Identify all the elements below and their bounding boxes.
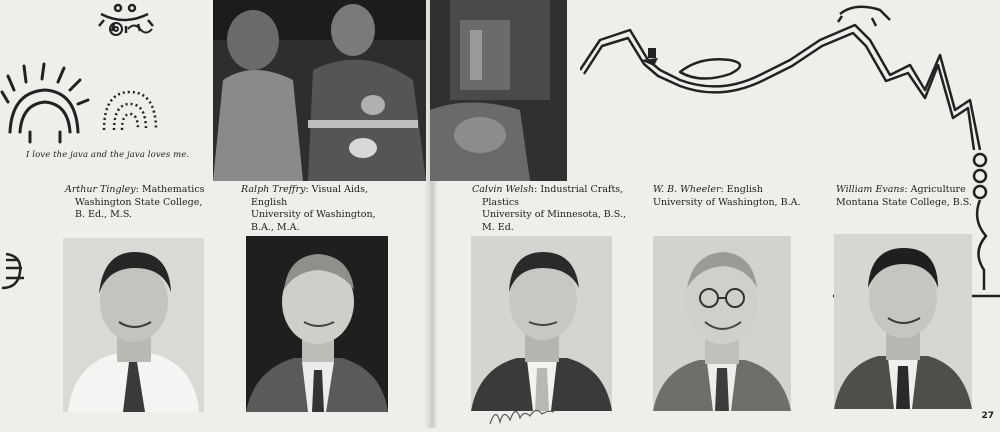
faculty-line: Plastics <box>482 196 520 208</box>
faculty-line: B.A., M.A. <box>251 221 300 233</box>
faculty-name: Ralph Treffry <box>241 184 306 195</box>
page-number: 27 <box>981 411 994 421</box>
faculty-name: William Evans <box>836 184 905 195</box>
portrait-tingley <box>63 238 204 412</box>
faculty-line: Montana State College, B.S. <box>836 196 972 208</box>
small-glyph-doodle-icon <box>0 248 28 300</box>
faculty-name: Arthur Tingley <box>65 184 136 195</box>
faculty-bio-treffry <box>241 184 401 234</box>
faculty-line: University of Washington, <box>251 209 376 220</box>
faculty-line: University of Minnesota, B.S., <box>482 209 627 220</box>
portrait-welsh <box>471 236 612 411</box>
faculty-bio-wheeler <box>653 184 823 209</box>
faculty-line: University of Washington, B.A. <box>653 196 801 208</box>
portrait-treffry <box>246 236 388 412</box>
faculty-subject: : Industrial Crafts, <box>534 184 624 195</box>
coffee-photo-right <box>430 0 567 181</box>
handwritten-signature-icon <box>486 400 558 432</box>
faculty-line: M. Ed. <box>482 221 514 233</box>
faculty-subject: : Visual Aids, <box>305 184 368 195</box>
photo-caption: I love the java and the java loves me. <box>26 150 190 160</box>
hand-doodle-icon <box>0 62 90 148</box>
dotted-arch-icon <box>100 86 160 138</box>
faculty-line: Washington State College, <box>75 196 203 208</box>
spiral-doodle-icon <box>100 20 160 44</box>
faculty-name: W. B. Wheeler <box>653 184 721 195</box>
faculty-subject: : Agriculture <box>904 184 966 195</box>
faculty-subject: : English <box>720 184 763 195</box>
faculty-bio-welsh <box>472 184 632 234</box>
portrait-evans <box>834 234 972 409</box>
faculty-subject: : Mathematics <box>135 184 205 195</box>
coffee-photo-left <box>213 0 426 181</box>
faculty-line: English <box>251 196 288 208</box>
faculty-bio-tingley <box>65 184 205 222</box>
faculty-bio-evans <box>836 184 996 209</box>
faculty-name: Calvin Welsh <box>472 184 535 195</box>
faculty-line: B. Ed., M.S. <box>75 209 133 220</box>
portrait-wheeler <box>653 236 791 411</box>
